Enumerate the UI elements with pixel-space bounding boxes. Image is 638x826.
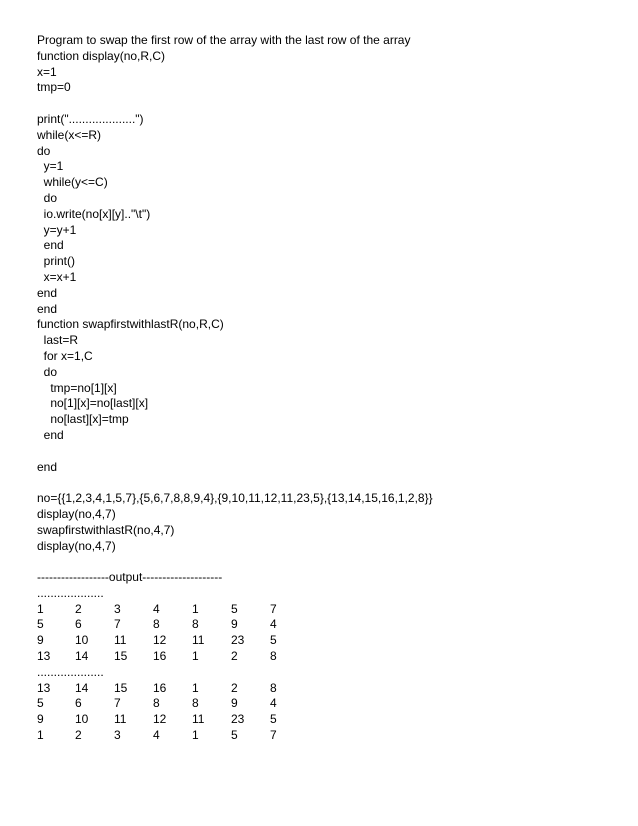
table-cell: 7 [270, 728, 277, 743]
table-row [37, 728, 617, 744]
table-cell: 11 [114, 712, 127, 727]
table-cell: 5 [270, 633, 277, 648]
table-cell: 8 [270, 649, 277, 664]
table-row [37, 602, 617, 618]
table-row [37, 712, 617, 728]
table-cell: 15 [114, 680, 128, 695]
table-cell: 14 [75, 680, 89, 695]
table-cell: 1 [192, 728, 199, 743]
table-cell: 5 [231, 601, 238, 616]
code-line: for x=1,C [37, 348, 93, 363]
separator-line: .................... [37, 585, 104, 600]
code-line: while(y<=C) [37, 175, 108, 190]
code-line: end [37, 285, 58, 300]
table-cell: 12 [153, 633, 167, 648]
table-cell: 5 [37, 696, 44, 711]
table-cell: 2 [75, 601, 82, 616]
code-line: function display(no,R,C) [37, 48, 166, 63]
output-table-before [37, 602, 617, 665]
code-line: x=x+1 [37, 269, 77, 284]
code-line: tmp=0 [37, 80, 71, 95]
table-cell: 8 [192, 617, 199, 632]
table-cell: 2 [231, 680, 238, 695]
table-row [37, 649, 617, 665]
code-line: Program to swap the first row of the array with the last row of the array [37, 33, 411, 47]
code-line: display(no,4,7) [37, 538, 116, 553]
table-cell: 9 [231, 617, 238, 632]
table-cell: 2 [231, 649, 238, 664]
code-line: no={{1,2,3,4,1,5,7},{5,6,7,8,8,9,4},{9,10,11,12,11,23,5},{13,14,15,16,1,2,8}} [37, 491, 433, 506]
code-line: last=R [37, 333, 79, 348]
document-page [37, 33, 617, 744]
table-cell: 10 [75, 633, 89, 648]
code-line: no[1][x]=no[last][x] [37, 396, 149, 411]
code-line: y=1 [37, 159, 64, 174]
table-cell: 9 [231, 696, 238, 711]
table-cell: 6 [75, 617, 82, 632]
table-cell: 4 [153, 728, 160, 743]
table-cell: 6 [75, 696, 82, 711]
table-cell: 1 [192, 649, 199, 664]
table-row [37, 681, 617, 697]
code-line [37, 475, 617, 491]
code-line: function swapfirstwithlastR(no,R,C) [37, 317, 224, 332]
separator-line: .................... [37, 664, 104, 679]
table-row [37, 633, 617, 649]
code-line: print("....................") [37, 111, 144, 126]
code-line: io.write(no[x][y].."\t") [37, 206, 151, 221]
table-cell: 11 [192, 633, 205, 648]
output-table-after [37, 681, 617, 744]
table-cell: 8 [192, 696, 199, 711]
code-line: end [37, 427, 64, 442]
table-cell: 4 [270, 696, 277, 711]
table-cell: 14 [75, 649, 89, 664]
table-cell: 7 [270, 601, 277, 616]
table-cell: 1 [192, 680, 199, 695]
table-cell: 11 [192, 712, 205, 727]
table-cell: 12 [153, 712, 167, 727]
code-line: while(x<=R) [37, 127, 102, 142]
table-cell: 23 [231, 712, 245, 727]
table-cell: 16 [153, 649, 167, 664]
code-line: display(no,4,7) [37, 506, 116, 521]
table-cell: 9 [37, 712, 44, 727]
table-cell: 13 [37, 680, 51, 695]
table-cell: 4 [153, 601, 160, 616]
code-line [37, 554, 617, 570]
table-cell: 9 [37, 633, 44, 648]
table-cell: 8 [153, 617, 160, 632]
table-cell: 7 [114, 696, 121, 711]
code-line: do [37, 190, 58, 205]
code-line [37, 444, 617, 460]
code-line: end [37, 238, 64, 253]
table-row [37, 617, 617, 633]
table-cell: 15 [114, 649, 128, 664]
table-cell: 7 [114, 617, 121, 632]
code-line: end [37, 301, 58, 316]
code-block [37, 33, 617, 570]
table-cell: 13 [37, 649, 51, 664]
table-cell: 5 [37, 617, 44, 632]
code-line: swapfirstwithlastR(no,4,7) [37, 522, 175, 537]
table-cell: 5 [270, 712, 277, 727]
table-cell: 3 [114, 601, 121, 616]
table-cell: 10 [75, 712, 89, 727]
code-line: y=y+1 [37, 222, 77, 237]
table-row [37, 696, 617, 712]
code-line: do [37, 364, 58, 379]
code-line: print() [37, 254, 76, 269]
table-cell: 8 [270, 680, 277, 695]
output-header: ------------------output-------------------- [37, 570, 223, 585]
table-cell: 2 [75, 728, 82, 743]
code-line: x=1 [37, 64, 57, 79]
code-line: tmp=no[1][x] [37, 380, 117, 395]
table-cell: 1 [192, 601, 199, 616]
table-cell: 3 [114, 728, 121, 743]
table-cell: 16 [153, 680, 167, 695]
code-line: no[last][x]=tmp [37, 412, 129, 427]
table-cell: 1 [37, 728, 44, 743]
table-cell: 11 [114, 633, 127, 648]
code-line: end [37, 459, 58, 474]
code-line: do [37, 143, 51, 158]
table-cell: 5 [231, 728, 238, 743]
table-cell: 1 [37, 601, 44, 616]
code-line [37, 96, 617, 112]
table-cell: 4 [270, 617, 277, 632]
table-cell: 8 [153, 696, 160, 711]
table-cell: 23 [231, 633, 245, 648]
